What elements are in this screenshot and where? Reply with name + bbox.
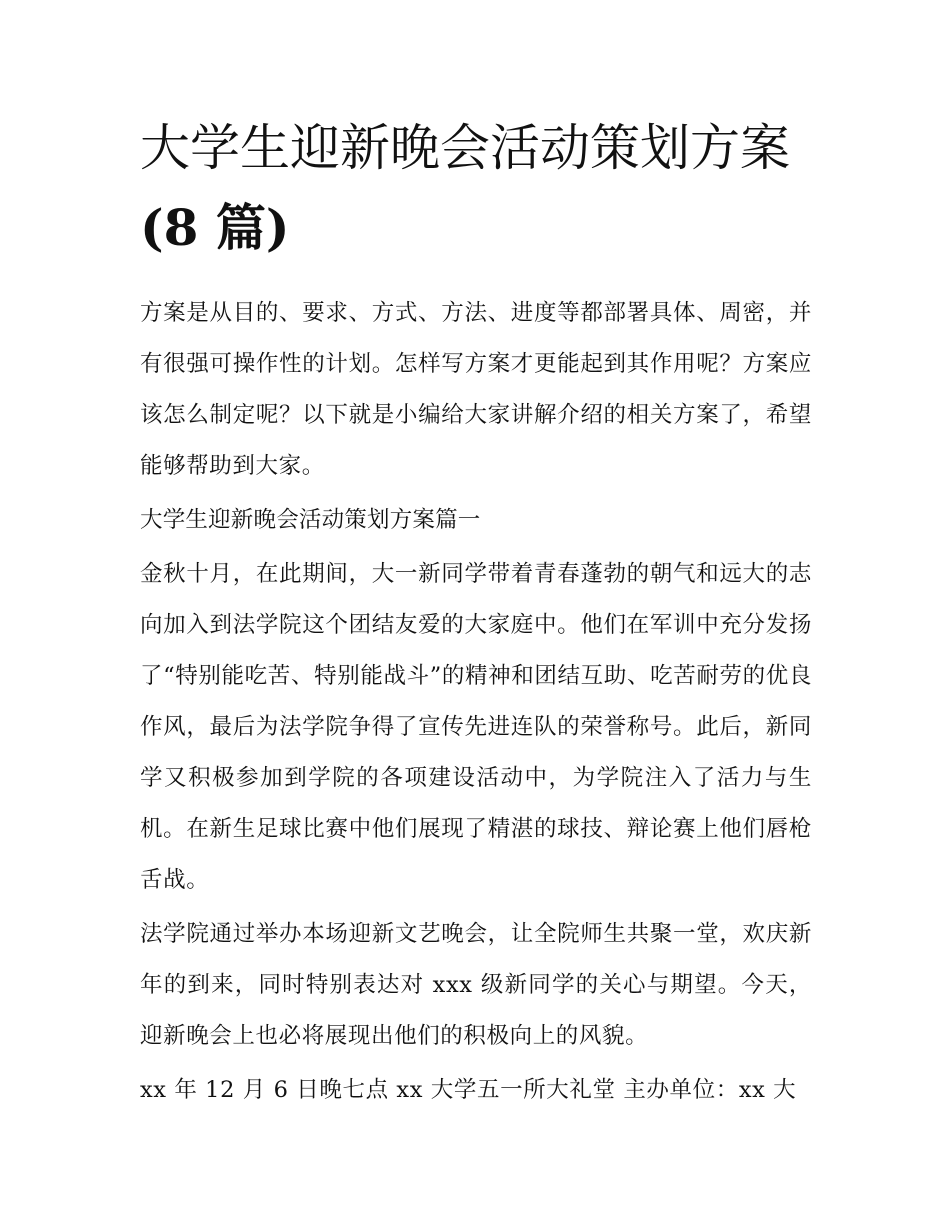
- document-title: [140, 108, 812, 268]
- title-line-2: (8 篇): [140, 198, 290, 257]
- document-body: [140, 288, 812, 1116]
- document-content: [140, 108, 812, 1119]
- body-paragraph: xx 年 12 月 6 日晚七点 xx 大学五一所大礼堂 主办单位：xx 大: [140, 1077, 797, 1103]
- body-paragraph: 法学院通过举办本场迎新文艺晚会，让全院师生共聚一堂，欢庆新年的到来，同时特别表达对 xxx 级新同学的关心与期望。今天，迎新晚会上也必将展现出他们的积极向上的风貌。: [140, 921, 812, 1049]
- body-paragraph: 金秋十月，在此期间，大一新同学带着青春蓬勃的朝气和远大的志向加入到法学院这个团结友爱的大家庭中。他们在军训中充分发扬了“特别能吃苦、特别能战斗”的精神和团结互助、吃苦耐劳的优良作风，最后为法学院争得了宣传先进连队的荣誉称号。此后，新同学又积极参加到学院的各项建设活动中，为学院注入了活力与生机。在新生足球比赛中他们展现了精湛的球技、辩论赛上他们唇枪舌战。: [140, 561, 812, 893]
- section-heading: 大学生迎新晚会活动策划方案篇一: [140, 507, 481, 533]
- intro-paragraph: 方案是从目的、要求、方式、方法、进度等都部署具体、周密，并有很强可操作性的计划。怎样写方案才更能起到其作用呢？方案应该怎么制定呢？以下就是小编给大家讲解介绍的相关方案了，希望能够帮助到大家。: [140, 300, 812, 479]
- title-line-1: 大学生迎新晚会活动策划方案: [140, 119, 790, 177]
